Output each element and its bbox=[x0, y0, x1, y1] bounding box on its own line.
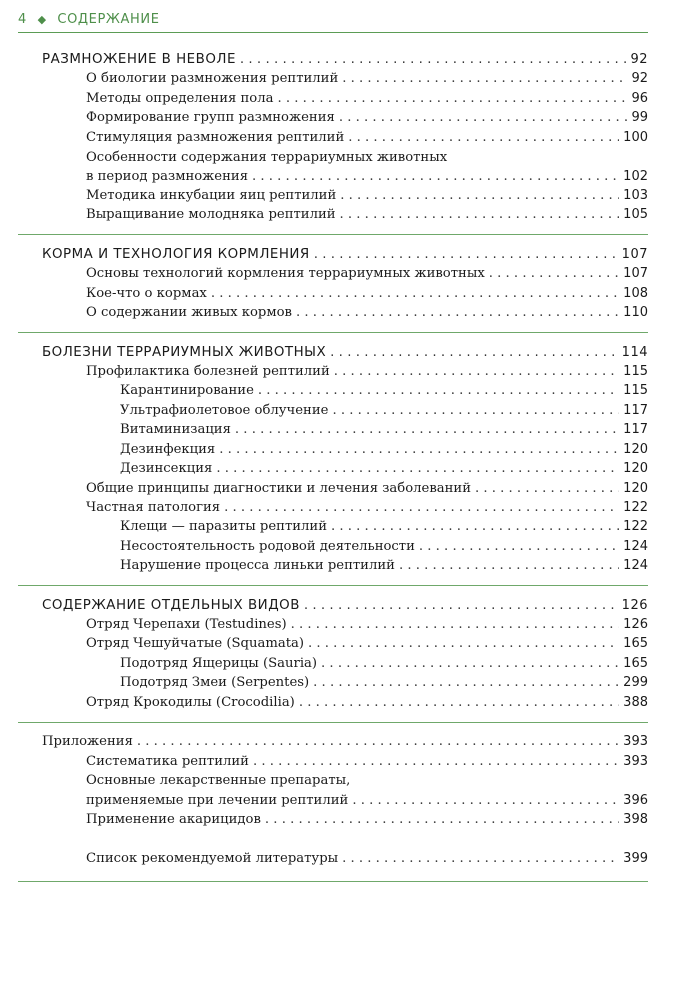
toc-entry[interactable]: Отряд Черепахи (Testudines) . . . 126 bbox=[86, 616, 648, 634]
toc-section-heading[interactable]: СОДЕРЖАНИЕ ОТДЕЛЬНЫХ ВИДОВ . . . 126 bbox=[42, 597, 648, 615]
toc-entry[interactable]: Систематика рептилий . . . 393 bbox=[86, 753, 648, 771]
section-divider bbox=[18, 234, 648, 235]
toc-entry[interactable]: Список рекомендуемой литературы . . . 399 bbox=[86, 850, 648, 868]
toc-entry[interactable]: Методы определения пола . . . 96 bbox=[86, 90, 648, 108]
toc-section-heading[interactable]: Приложения . . . 393 bbox=[42, 733, 648, 751]
toc-subentry[interactable]: Подотряд Змеи (Serpentes) . . . 299 bbox=[120, 674, 648, 692]
toc-entry[interactable]: Методика инкубации яиц рептилий . . . 103 bbox=[86, 187, 648, 205]
toc-entry[interactable]: Общие принципы диагностики и лечения заболеваний . . . 120 bbox=[86, 480, 648, 498]
toc-entry-line2[interactable]: применяемые при лечении рептилий . . . 396 bbox=[86, 792, 648, 810]
page-header bbox=[18, 10, 648, 33]
toc-entry[interactable]: Отряд Крокодилы (Crocodilia) . . . 388 bbox=[86, 694, 648, 712]
toc-section-heading[interactable]: БОЛЕЗНИ ТЕРРАРИУМНЫХ ЖИВОТНЫХ . . . 114 bbox=[42, 344, 648, 362]
toc-section-heading[interactable]: РАЗМНОЖЕНИЕ В НЕВОЛЕ . . . 92 bbox=[42, 51, 648, 69]
section-divider bbox=[18, 722, 648, 723]
toc-entry[interactable]: Кое-что о кормах . . . 108 bbox=[86, 285, 648, 303]
toc-entry-line1[interactable]: Основные лекарственные препараты, bbox=[86, 773, 351, 788]
toc-entry[interactable]: Частная патология . . . 122 bbox=[86, 499, 648, 517]
toc-entry[interactable]: Выращивание молодняка рептилий . . . 105 bbox=[86, 206, 648, 224]
toc-entry[interactable]: О биологии размножения рептилий . . . 92 bbox=[86, 70, 648, 88]
toc-subentry[interactable]: Карантинирование . . . 115 bbox=[120, 382, 648, 400]
toc-entry[interactable]: О содержании живых кормов . . . 110 bbox=[86, 304, 648, 322]
toc-subentry[interactable]: Клещи — паразиты рептилий . . . 122 bbox=[120, 518, 648, 536]
section-divider bbox=[18, 881, 648, 882]
page-number: 4 bbox=[18, 12, 27, 27]
toc-entry-line1[interactable]: Особенности содержания террариумных животных bbox=[86, 150, 448, 165]
toc-entry[interactable]: Применение акарицидов . . . 398 bbox=[86, 811, 648, 829]
toc-entry[interactable]: Основы технологий кормления террариумных животных . . . 107 bbox=[86, 265, 648, 283]
section-divider bbox=[18, 585, 648, 586]
toc-section-heading[interactable]: КОРМА И ТЕХНОЛОГИЯ КОРМЛЕНИЯ . . . 107 bbox=[42, 246, 648, 264]
toc-subentry[interactable]: Нарушение процесса линьки рептилий . . . 124 bbox=[120, 557, 648, 575]
section-divider bbox=[18, 332, 648, 333]
toc-entry[interactable]: Профилактика болезней рептилий . . . 115 bbox=[86, 363, 648, 381]
toc-entry[interactable]: Формирование групп размножения . . . 99 bbox=[86, 109, 648, 127]
toc-subentry[interactable]: Витаминизация . . . 117 bbox=[120, 421, 648, 439]
toc-subentry[interactable]: Несостоятельность родовой деятельности . . . 124 bbox=[120, 538, 648, 556]
toc-subentry[interactable]: Подотряд Ящерицы (Sauria) . . . 165 bbox=[120, 655, 648, 673]
diamond-icon: ◆ bbox=[37, 13, 47, 26]
header-title: СОДЕРЖАНИЕ bbox=[57, 12, 160, 27]
toc-entry-line2[interactable]: в период размножения . . . 102 bbox=[86, 168, 648, 186]
toc-entry[interactable]: Стимуляция размножения рептилий . . . 100 bbox=[86, 129, 648, 147]
toc-entry[interactable]: Отряд Чешуйчатые (Squamata) . . . 165 bbox=[86, 635, 648, 653]
toc-subentry[interactable]: Ультрафиолетовое облучение . . . 117 bbox=[120, 402, 648, 420]
toc-subentry[interactable]: Дезинсекция . . . 120 bbox=[120, 460, 648, 478]
toc-subentry[interactable]: Дезинфекция . . . 120 bbox=[120, 441, 648, 459]
